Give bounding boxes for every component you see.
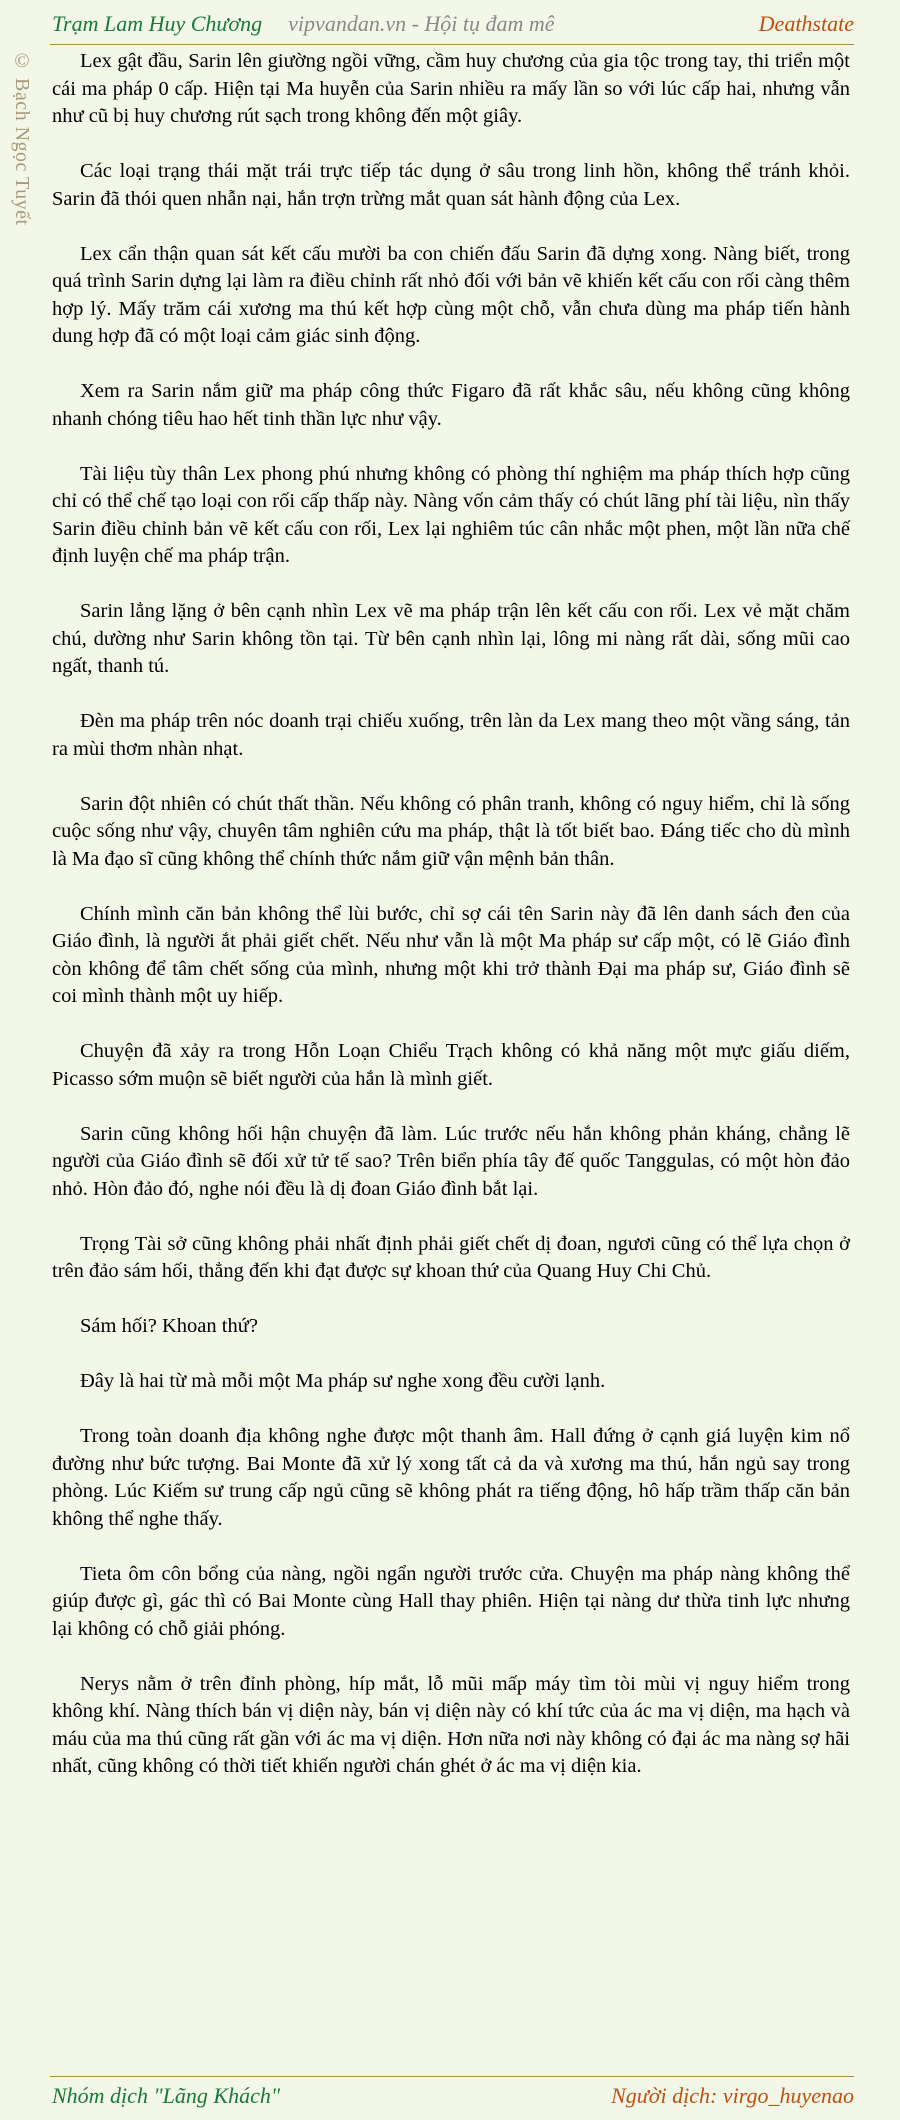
site-slogan: vipvandan.vn - Hội tụ đam mê	[288, 11, 555, 36]
paragraph: Sarin lẳng lặng ở bên cạnh nhìn Lex vẽ ma pháp trận lên kết cấu con rối. Lex vẻ mặt chăm chú, dường như Sarin không tồn tại. Từ bên cạnh nhìn lại, lông mi nàng rất dài, sống mũi cao ngất, thanh tú.	[52, 600, 850, 677]
author-name: Deathstate	[758, 11, 854, 36]
page-header	[52, 6, 854, 42]
page-footer	[52, 2078, 854, 2114]
paragraph: Lex gật đầu, Sarin lên giường ngồi vững, cầm huy chương của gia tộc trong tay, thi triển một cái ma pháp 0 cấp. Hiện tại Ma huyễn của Sarin nhiều ra mấy lần so với lúc cấp hai, nhưng vẫn như cũ bị huy chương rút sạch trong không đến một giây.	[52, 50, 850, 127]
paragraph: Tieta ôm côn bổng của nàng, ngồi ngẩn người trước cửa. Chuyện ma pháp nàng không thể giúp được gì, gác thì có Bai Monte cùng Hall thay phiên. Hiện tại nàng dư thừa tinh lực nhưng lại không có chỗ giải phóng.	[52, 1562, 850, 1640]
translation-group: Nhóm dịch "Lãng Khách"	[52, 2083, 281, 2108]
paragraph: Chính mình căn bản không thể lùi bước, chỉ sợ cái tên Sarin này đã lên danh sách đen của Giáo đình, là người ắt phải giết chết. Nếu như vẫn là một Ma pháp sư cấp một, có lẽ Giáo đình còn không để tâm chết sống của mình, nhưng một khi trở thành Đại ma pháp sư, Giáo đình sẽ coi mình thành một uy hiếp.	[52, 902, 850, 1007]
paragraph: Sarin cũng không hối hận chuyện đã làm. Lúc trước nếu hắn không phản kháng, chẳng lẽ người của Giáo đình sẽ đối xử tử tế sao? Trên biển phía tây đế quốc Tanggulas, có một hòn đảo nhỏ. Hòn đảo đó, nghe nói đều là dị đoan Giáo đình bắt lại.	[52, 1122, 850, 1200]
copyright-credit: © Bạch Ngọc Tuyết	[11, 50, 33, 226]
paragraph: Các loại trạng thái mặt trái trực tiếp tác dụng ở sâu trong linh hồn, không thể tránh khỏi. Sarin đã thói quen nhẫn nại, hắn trợn trừng mắt quan sát hành động của Lex.	[52, 160, 850, 210]
header-divider	[50, 44, 854, 45]
paragraph: Xem ra Sarin nắm giữ ma pháp công thức Figaro đã rất khắc sâu, nếu không cũng không nhanh chóng tiêu hao hết tinh thần lực như vậy.	[52, 380, 850, 430]
paragraph: Đây là hai từ mà mỗi một Ma pháp sư nghe xong đều cười lạnh.	[80, 1370, 606, 1392]
book-title: Trạm Lam Huy Chương	[52, 11, 263, 36]
paragraph: Sám hối? Khoan thứ?	[80, 1315, 258, 1337]
chapter-text	[52, 48, 850, 1808]
footer-divider	[50, 2076, 854, 2077]
paragraph: Lex cẩn thận quan sát kết cấu mười ba con chiến đấu Sarin đã dựng xong. Nàng biết, trong quá trình Sarin dựng lại làm ra điều chỉnh rất nhỏ đối với bản vẽ khiến kết cấu con rối càng thêm hợp lý. Mấy trăm cái xương ma thú kết hợp cùng một chỗ, vẫn chưa dùng ma pháp tiến hành dung hợp đã có một loại cảm giác sinh động.	[52, 242, 850, 347]
paragraph: Sarin đột nhiên có chút thất thần. Nếu không có phân tranh, không có nguy hiểm, chỉ là sống cuộc sống như vậy, chuyên tâm nghiên cứu ma pháp, thật là tốt biết bao. Đáng tiếc cho dù mình là Ma đạo sĩ cũng không thể chính thức nắm giữ vận mệnh bản thân.	[52, 792, 850, 870]
paragraph: Đèn ma pháp trên nóc doanh trại chiếu xuống, trên làn da Lex mang theo một vầng sáng, tản ra mùi thơm nhàn nhạt.	[52, 710, 850, 760]
paragraph: Nerys nằm ở trên đỉnh phòng, híp mắt, lỗ mũi mấp máy tìm tòi mùi vị nguy hiểm trong không khí. Nàng thích bán vị diện này, bán vị diện này có khí tức của ác ma vị diện, ma hạch và máu của ma thú cũng rất gần với ác ma vị diện. Hơn nữa nơi này không có đại ác ma nàng sợ hãi nhất, cũng không có thời tiết khiến người chán ghét ở ác ma vị diện kia.	[52, 1672, 850, 1777]
translator-credit: Người dịch: virgo_huyenao	[611, 2083, 854, 2108]
paragraph: Trong toàn doanh địa không nghe được một thanh âm. Hall đứng ở cạnh giá luyện kim nổ đường như bức tượng. Bai Monte đã xử lý xong tất cả da và xương ma thú, hắn ngủ say trong phòng. Lúc Kiếm sư trung cấp ngủ cũng sẽ không phát ra tiếng động, hô hấp trầm thấp căn bản không thể nghe thấy.	[52, 1425, 850, 1530]
paragraph: Trọng Tài sở cũng không phải nhất định phải giết chết dị đoan, ngươi cũng có thể lựa chọn ở trên đảo sám hối, thẳng đến khi đạt được sự khoan thứ của Quang Huy Chi Chủ.	[52, 1232, 850, 1282]
paragraph: Chuyện đã xảy ra trong Hỗn Loạn Chiểu Trạch không có khả năng một mực giấu diếm, Picasso sớm muộn sẽ biết người của hắn là mình giết.	[52, 1040, 850, 1090]
paragraph: Tài liệu tùy thân Lex phong phú nhưng không có phòng thí nghiệm ma pháp thích hợp cũng chỉ có thể chế tạo loại con rối cấp thấp này. Nàng vốn cảm thấy có chút lãng phí tài liệu, nìn thấy Sarin điều chỉnh bản vẽ kết cấu con rối, Lex lại nghiêm túc cân nhắc một phen, một lần nữa chế định luyện chế ma pháp trận.	[52, 462, 850, 567]
